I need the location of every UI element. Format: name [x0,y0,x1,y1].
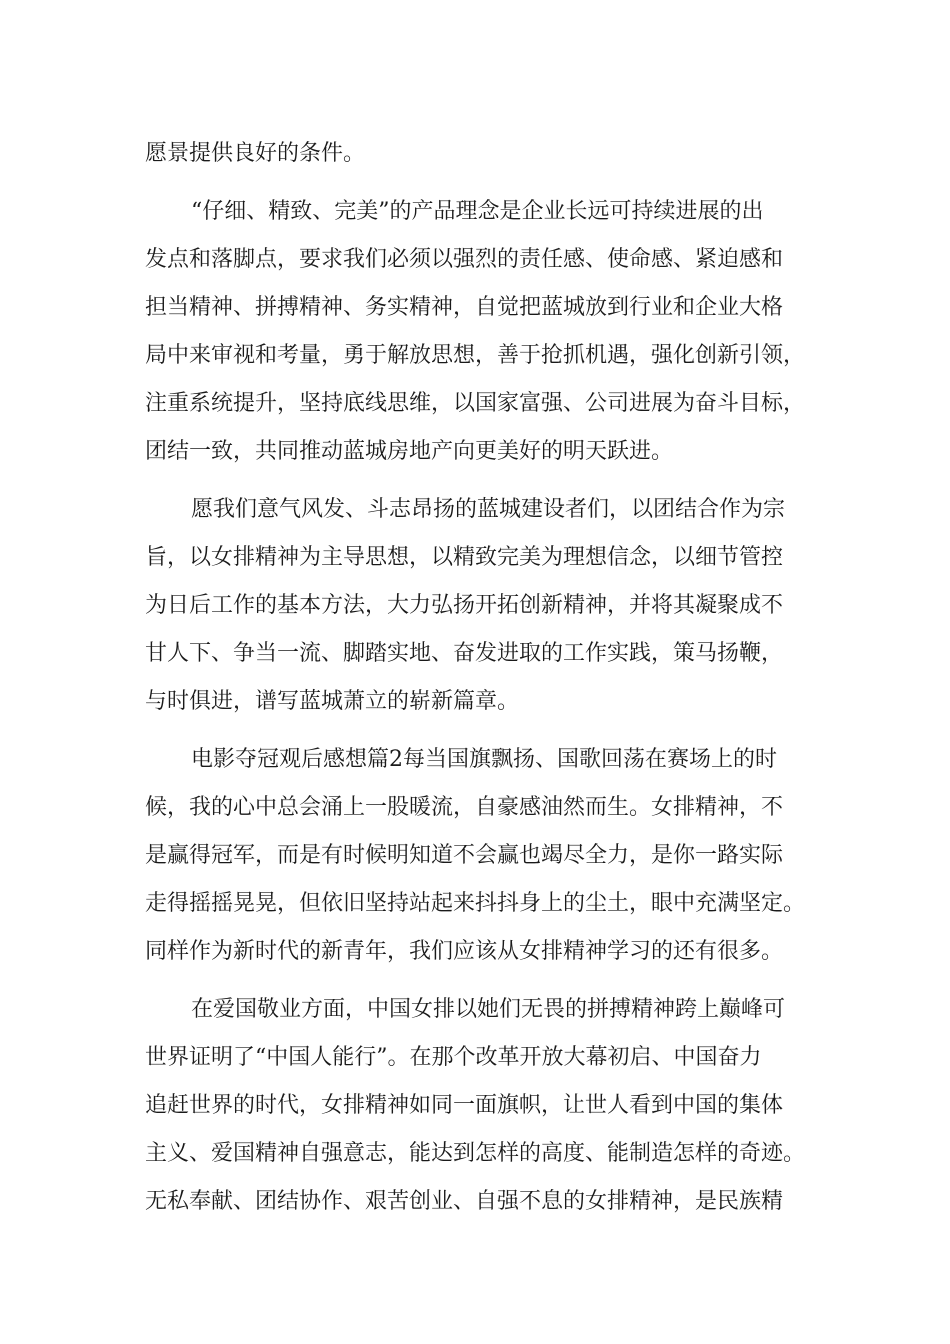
text-line: 无私奉献、团结协作、艰苦创业、自强不息的女排精神，是民族精 [145,1189,784,1214]
text-line: 担当精神、拼搏精神、务实精神，自觉把蓝城放到行业和企业大格 [145,295,784,320]
text-line: 与时俱进，谱写蓝城萧立的崭新篇章。 [145,689,520,714]
text-line: 愿我们意气风发、斗志昂扬的蓝城建设者们，以团结合作为宗 [191,497,786,522]
document-body [145,130,835,1226]
text-line: 走得摇摇晃晃，但依旧坚持站起来抖抖身上的尘土，眼中充满坚定。 [145,891,806,916]
text-line: 电影夺冠观后感想篇2每当国旗飘扬、国歌回荡在赛场上的时 [191,747,777,772]
text-line: 在爱国敬业方面，中国女排以她们无畏的拼搏精神跨上巅峰可 [191,997,786,1022]
text-line: 是赢得冠军，而是有时候明知道不会赢也竭尽全力，是你一路实际 [145,843,784,868]
text-line: 追赶世界的时代，女排精神如同一面旗帜，让世人看到中国的集体 [145,1093,784,1118]
paragraph-5 [145,986,835,1226]
text-line: 局中来审视和考量，勇于解放思想，善于抢抓机遇，强化创新引领， [145,343,806,368]
text-line: 注重系统提升，坚持底线思维，以国家富强、公司进展为奋斗目标， [145,391,806,416]
paragraph-2 [145,188,835,476]
text-line: “仔细、精致、完美”的产品理念是企业长远可持续进展的出 [191,199,764,224]
text-line: 主义、爱国精神自强意志，能达到怎样的高度、能制造怎样的奇迹。 [145,1141,806,1166]
text-line: 愿景提供良好的条件。 [145,141,366,166]
text-line: 团结一致，共同推动蓝城房地产向更美好的明天跃进。 [145,439,674,464]
paragraph-3 [145,486,835,726]
text-line: 世界证明了“中国人能行”。在那个改革开放大幕初启、中国奋力 [145,1045,762,1070]
paragraph-4 [145,736,835,976]
paragraph-1 [145,130,835,178]
text-line: 候，我的心中总会涌上一股暖流，自豪感油然而生。女排精神，不 [145,795,784,820]
text-line: 甘人下、争当一流、脚踏实地、奋发进取的工作实践，策马扬鞭， [145,641,784,666]
text-line: 旨，以女排精神为主导思想，以精致完美为理想信念，以细节管控 [145,545,784,570]
text-line: 同样作为新时代的新青年，我们应该从女排精神学习的还有很多。 [145,939,784,964]
text-line: 为日后工作的基本方法，大力弘扬开拓创新精神，并将其凝聚成不 [145,593,784,618]
text-line: 发点和落脚点，要求我们必须以强烈的责任感、使命感、紧迫感和 [145,247,784,272]
